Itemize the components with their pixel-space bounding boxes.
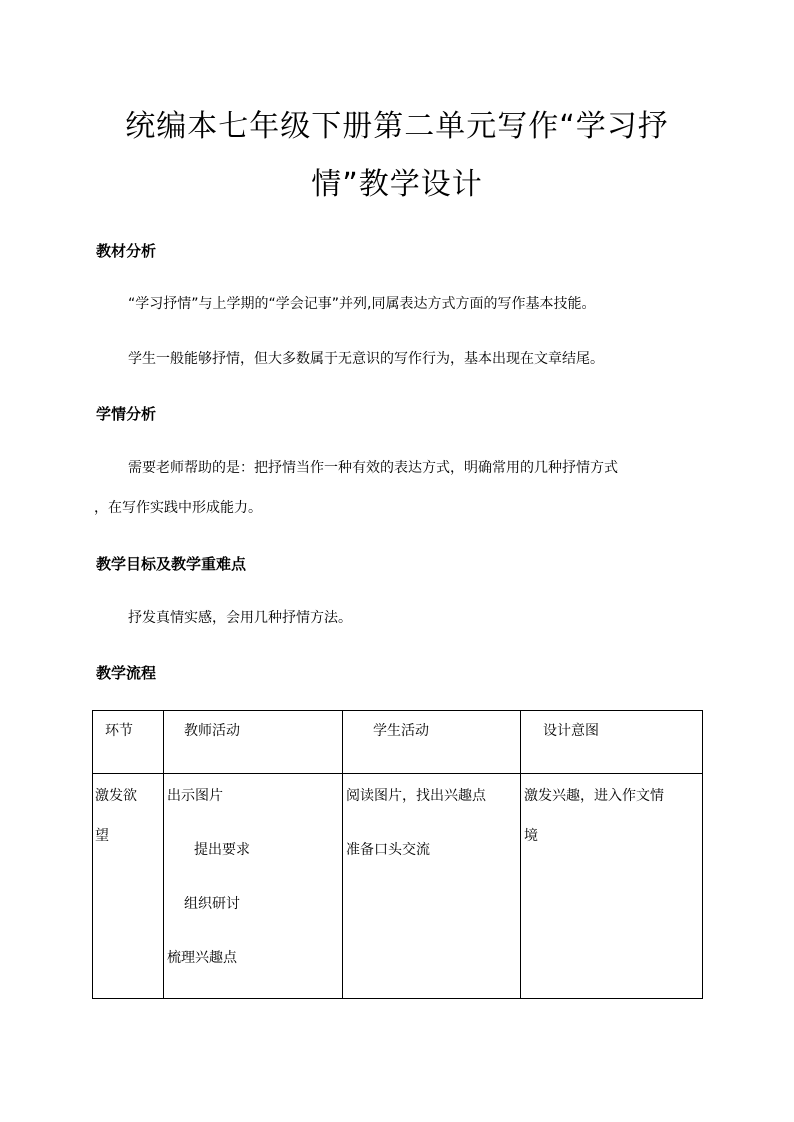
header-student: 学生活动 xyxy=(373,723,429,739)
header-cell xyxy=(93,711,164,774)
table-row xyxy=(93,774,703,999)
header-cell xyxy=(164,711,343,774)
title-line-2: 情”教学设计 xyxy=(311,167,483,202)
goals-paragraph: 抒发真情实感，会用几种抒情方法。 xyxy=(128,610,352,626)
title-line-1: 统编本七年级下册第二单元写作“学习抒 xyxy=(125,109,669,144)
section-heading-goals: 教学目标及教学重难点 xyxy=(96,555,247,573)
teacher-activity-2: 提出要求 xyxy=(194,842,250,858)
material-paragraph-1: “学习抒情”与上学期的“学会记事”并列,同属表达方式方面的写作基本技能。 xyxy=(128,296,596,312)
section-heading-material: 教材分析 xyxy=(96,242,157,260)
teacher-cell xyxy=(164,774,343,999)
material-paragraph-2: 学生一般能够抒情，但大多数属于无意识的写作行为，基本出现在文章结尾。 xyxy=(128,351,604,367)
section-heading-flow: 教学流程 xyxy=(96,664,157,682)
header-cell xyxy=(343,711,521,774)
header-stage: 环节 xyxy=(105,723,133,739)
header-cell xyxy=(521,711,703,774)
student-activity-2: 准备口头交流 xyxy=(346,842,430,858)
learner-paragraph-line-1: 需要老师帮助的是：把抒情当作一种有效的表达方式，明确常用的几种抒情方式 xyxy=(128,460,618,476)
header-intent: 设计意图 xyxy=(543,723,599,739)
header-teacher: 教师活动 xyxy=(184,723,240,739)
stage-line-2: 望 xyxy=(95,828,109,844)
stage-line-1: 激发欲 xyxy=(95,788,137,804)
intent-line-2: 境 xyxy=(524,828,538,844)
stage-cell xyxy=(93,774,164,999)
teacher-activity-1: 出示图片 xyxy=(167,788,223,804)
intent-line-1: 激发兴趣，进入作文情 xyxy=(524,788,664,804)
intent-cell xyxy=(521,774,703,999)
table-header-row xyxy=(93,711,703,774)
document-title xyxy=(96,98,698,214)
teacher-activity-4: 梳理兴趣点 xyxy=(167,950,237,966)
teacher-activity-3: 组织研讨 xyxy=(184,896,240,912)
learner-paragraph-line-2: ，在写作实践中形成能力。 xyxy=(94,500,262,516)
section-heading-learner: 学情分析 xyxy=(96,405,157,423)
student-activity-1: 阅读图片，找出兴趣点 xyxy=(346,788,486,804)
teaching-flow-table xyxy=(92,710,703,999)
student-cell xyxy=(343,774,521,999)
